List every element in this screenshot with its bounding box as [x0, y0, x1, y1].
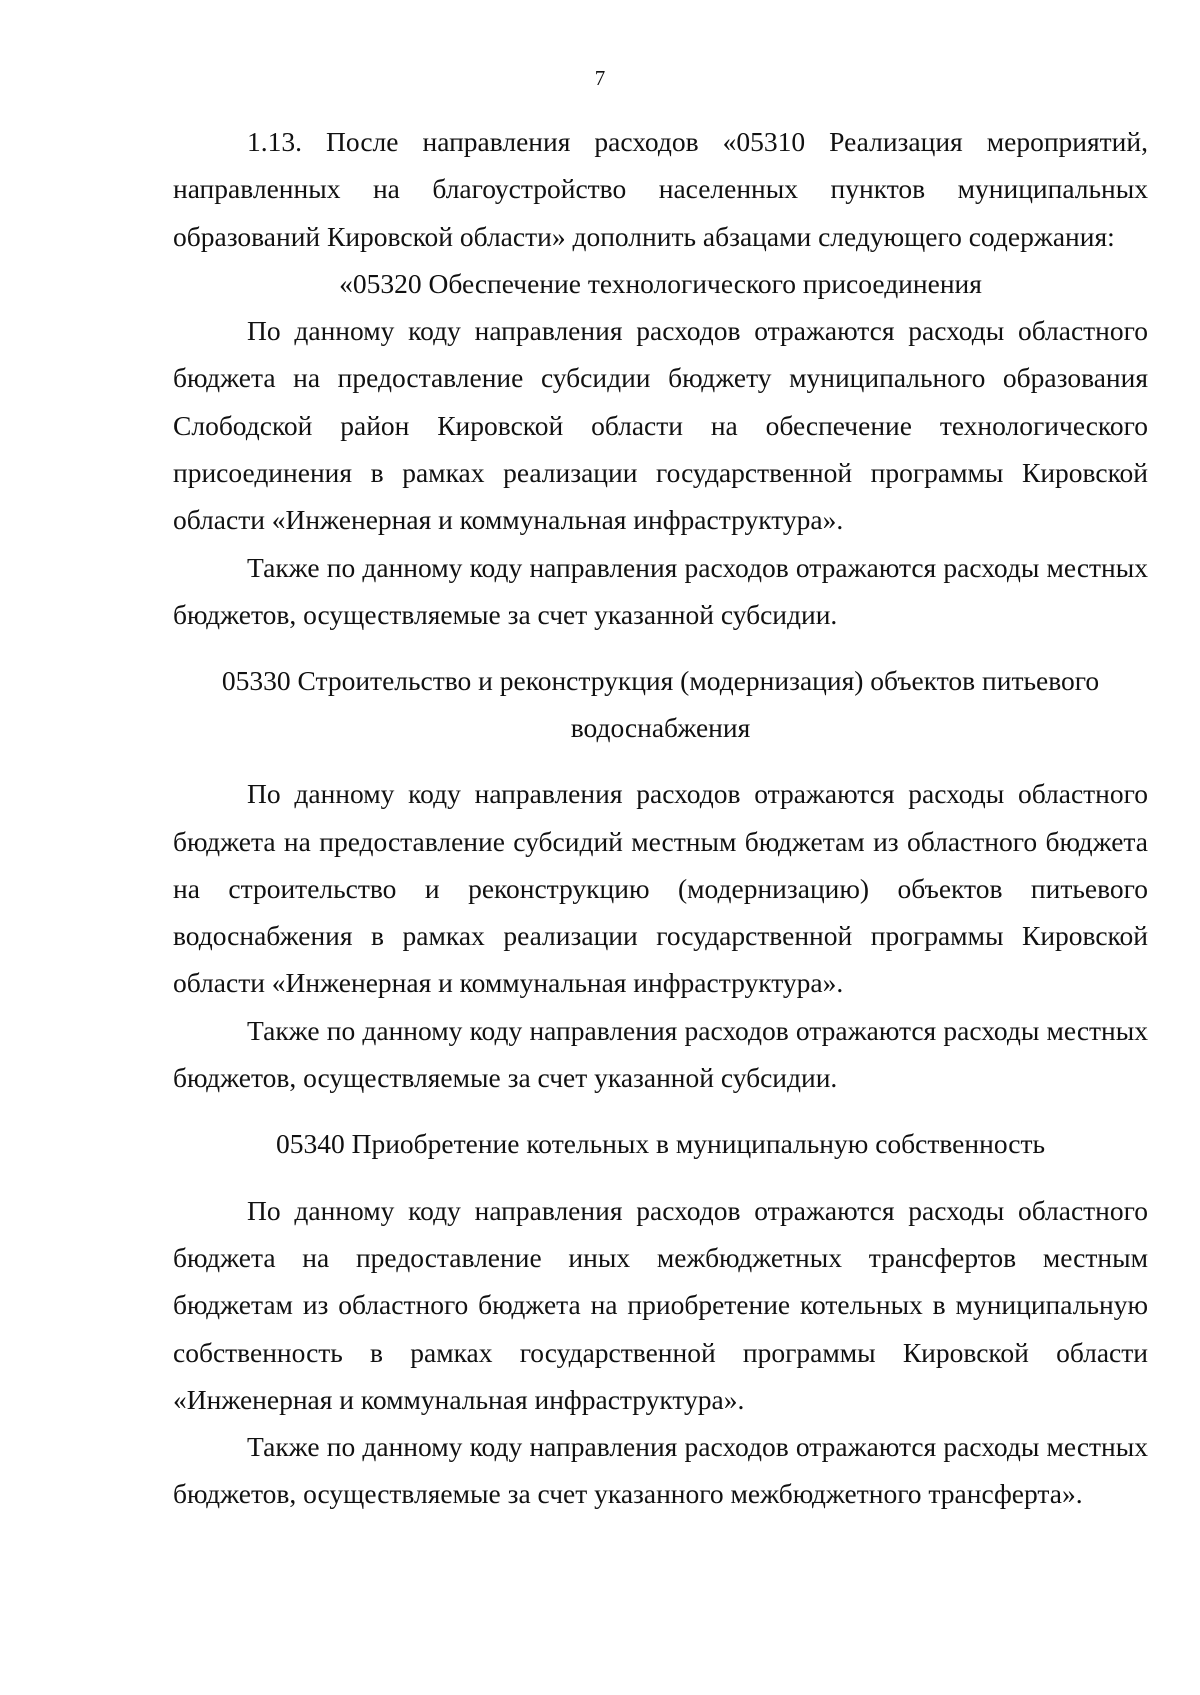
heading-05330-line-1: 05330 Строительство и реконструкция (модернизация) объектов питьевого [221, 665, 1100, 697]
paragraph-05320-description: По данному коду направления расходов отражаются расходы областного бюджета на предоставление субсидии бюджету муниципального образования Слободской район Кировской области на обеспечение технологического присоединения в рамках реализации государственной программы Кировской области «Инженерная и коммунальная инфраструктура». [173, 315, 1148, 536]
spacer [173, 1168, 1148, 1187]
spacer [173, 638, 1148, 657]
paragraph-05330-description: По данному коду направления расходов отражаются расходы областного бюджета на предоставление субсидий местным бюджетам из областного бюджета на строительство и реконструкцию (модернизацию) объектов питьевого водоснабжения в рамках реализации государственной программы Кировской области «Инженерная и коммунальная инфраструктура». [173, 778, 1148, 999]
paragraph-05330-local-budgets: Также по данному коду направления расходов отражаются расходы местных бюджетов, осуществляемые за счет указанной субсидии. [173, 1014, 1148, 1094]
paragraph-05340-local-budgets: Также по данному коду направления расходов отражаются расходы местных бюджетов, осуществляемые за счет указанного межбюджетного трансферта». [173, 1431, 1148, 1510]
heading-05320: «05320 Обеспечение технологического присоединения [339, 267, 982, 299]
heading-05330-line-2: водоснабжения [570, 712, 751, 744]
page-number: 7 [594, 66, 606, 90]
paragraph-05340-description: По данному коду направления расходов отражаются расходы областного бюджета на предоставление иных межбюджетных трансфертов местным бюджетам из областного бюджета на приобретение котельных в муниципальную собственность в рамках государственной программы Кировской области «Инженерная и коммунальная инфраструктура». [173, 1194, 1148, 1415]
spacer [173, 751, 1148, 770]
paragraph-amendment-intro: 1.13. После направления расходов «05310 Реализация мероприятий, направленных на благоустройство населенных пунктов муниципальных образований Кировской области» дополнить абзацами следующего содержания: [173, 126, 1148, 252]
heading-05340: 05340 Приобретение котельных в муниципальную собственность [275, 1128, 1046, 1160]
document-body [173, 118, 1148, 1518]
paragraph-05320-local-budgets: Также по данному коду направления расходов отражаются расходы местных бюджетов, осуществляемые за счет указанной субсидии. [173, 551, 1148, 630]
spacer [173, 1101, 1148, 1120]
heading-05330 [173, 657, 1148, 751]
